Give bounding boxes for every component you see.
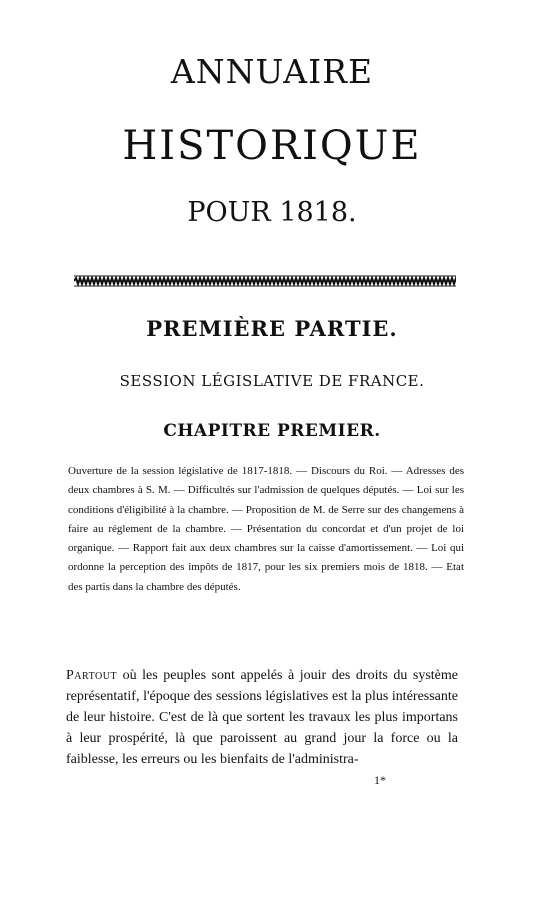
ornamental-rule <box>74 275 456 287</box>
signature-mark: 1* <box>374 773 386 787</box>
body-paragraph <box>66 665 458 770</box>
title-year: POUR 1818. <box>187 197 357 228</box>
lead-word: Partout <box>66 668 118 683</box>
title-historique: HISTORIQUE <box>122 123 422 169</box>
title-annuaire: ANNUAIRE <box>170 52 374 91</box>
section-heading: SESSION LÉGISLATIVE DE FRANCE. <box>119 372 425 390</box>
chapter-heading: CHAPITRE PREMIER. <box>163 421 381 441</box>
chapter-summary: Ouverture de la session législative de 1817-1818. — Discours du Roi. — Adresses des deux chambres à S. M. — Difficultés sur l'admission de quelques députés. — Loi sur les conditions d'éligibilité à la chambre. — Proposition de M. de Serre sur des changemens à faire au réglement de la chambre. — Présentation du concordat et d'un projet de loi organique. — Rapport fait aux deux chambres sur la caisse d'amortissement. — Loi qui ordonne la perception des impôts de 1817, pour les six premiers mois de 1818. — Etat des partis dans la chambre des députés. <box>68 465 464 593</box>
body-text: où les peuples sont appelés à jouir des droits du système représentatif, l'époque des sessions législatives est la plus intéressante de leur histoire. C'est de là que sortent les travaux les plus importans à leur prospérité, là que paroissent au grand jour la force ou la faiblesse, les erreurs ou les bienfaits de l'administra- <box>66 668 458 767</box>
part-heading: PREMIÈRE PARTIE. <box>146 316 398 341</box>
